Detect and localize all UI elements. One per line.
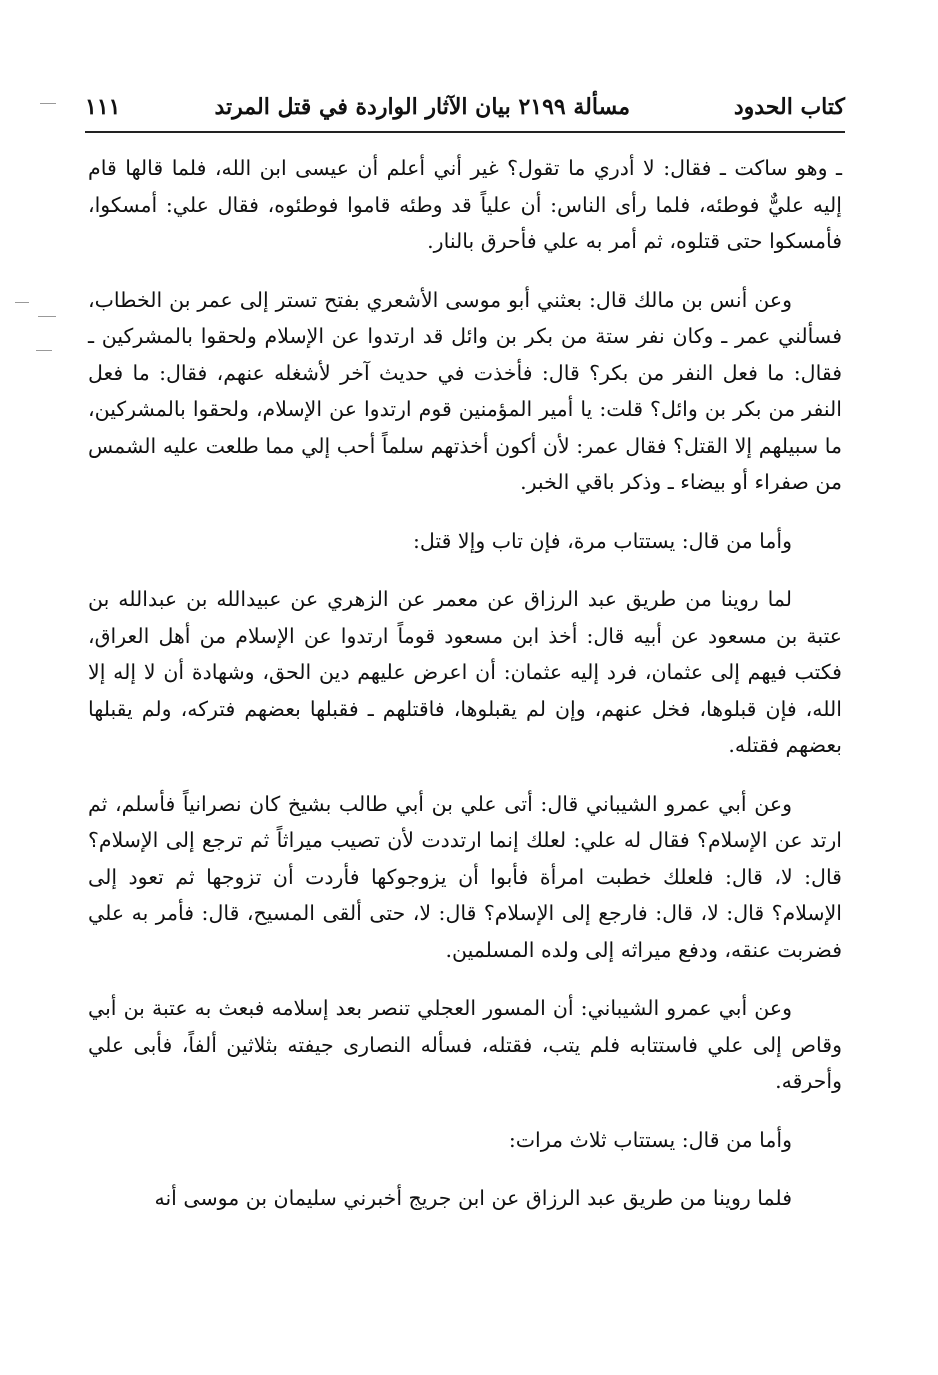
margin-mark [40,103,56,104]
margin-mark [38,316,56,317]
margin-mark [36,350,52,351]
running-header [85,88,845,128]
header-rule [85,131,845,133]
paragraph: وعن أبي عمرو الشيباني: أن المسور العجلي تنصر بعد إسلامه فبعث به عتبة بن أبي وقاص إلى علي فاستتابه فلم يتب، فقتله، فسأله النصارى جيفته بثلاثين ألفاً، فأبى علي وأحرقه. [88,996,842,1093]
paragraph: وعن أنس بن مالك قال: بعثني أبو موسى الأشعري بفتح تستر إلى عمر بن الخطاب، فسألني عمر ـ وكان نفر ستة من بكر بن وائل قد ارتدوا عن الإسلام ولحقوا بالمشركين ـ فقال: ما فعل النفر من بكر؟ قال: فأخذت في حديث آخر لأشغله عنهم، فقال: ما فعل النفر من بكر بن وائل؟ قلت: يا أمير المؤمنين قوم ارتدوا عن الإسلام، ولحقوا بالمشركين، ما سبيلهم إلا القتل؟ فقال عمر: لأن أكون أخذتهم سلماً أحب إلي مما طلعت عليه الشمس من صفراء أو بيضاء ـ وذكر باقي الخبر. [88,287,842,494]
body-text [88,150,842,1239]
paragraph: ـ وهو ساكت ـ فقال: لا أدري ما تقول؟ غير أني أعلم أن عيسى ابن الله، فلما قالها قام إليه عليٌّ فوطئه، فلما رأى الناس: أن علياً قد وطئه قاموا فوطئوه، فقال علي: أمسكوا، فأمسكوا حتى قتلوه، ثم أمر به علي فأحرق بالنار. [88,156,842,253]
paragraph: وعن أبي عمرو الشيباني قال: أتى علي بن أبي طالب بشيخ كان نصرانياً فأسلم، ثم ارتد عن الإسلام؟ فقال له علي: لعلك إنما ارتددت لأن تصيب ميراثاً ثم ترجع إلى الإسلام؟ قال: لا، قال: فلعلك خطبت امرأة فأبوا أن يزوجوكها فأردت أن تزوجها ثم تعود إلى الإسلام؟ قال: لا، قال: فارجع إلى الإسلام؟ قال: لا، حتى ألقى المسيح، قال: فأمر به علي فضربت عنقه، ودفع ميراثه إلى ولده المسلمين. [88,791,842,962]
issue-title: مسألة ٢١٩٩ بيان الآثار الواردة في قتل المرتد [214,94,630,120]
paragraph: لما روينا من طريق عبد الرزاق عن معمر عن الزهري عن عبيدالله بن عبدالله بن عتبة بن مسعود عن أبيه قال: أخذ ابن مسعود قوماً ارتدوا عن الإسلام من أهل العراق، فكتب فيهم إلى عثمان، فرد إليه عثمان: أن اعرض عليهم دين الحق، وشهادة أن لا إله إلا الله، فإن قبلوها، فخل عنهم، وإن لم يقبلوها، فاقتلهم ـ فقبلها بعضهم فتركه، ولم يقبلها بعضهم فقتله. [88,587,842,757]
section-heading: وأما من قال: يستتاب ثلاث مرات: [508,1127,792,1152]
margin-mark [15,302,29,303]
paragraph: فلما روينا من طريق عبد الرزاق عن ابن جريج أخبرني سليمان بن موسى أنه [154,1186,792,1210]
book-title: كتاب الحدود [733,94,845,120]
section-heading: وأما من قال: يستتاب مرة، فإن تاب وإلا قتل: [413,528,792,553]
page-number: ١١١ [85,94,121,120]
